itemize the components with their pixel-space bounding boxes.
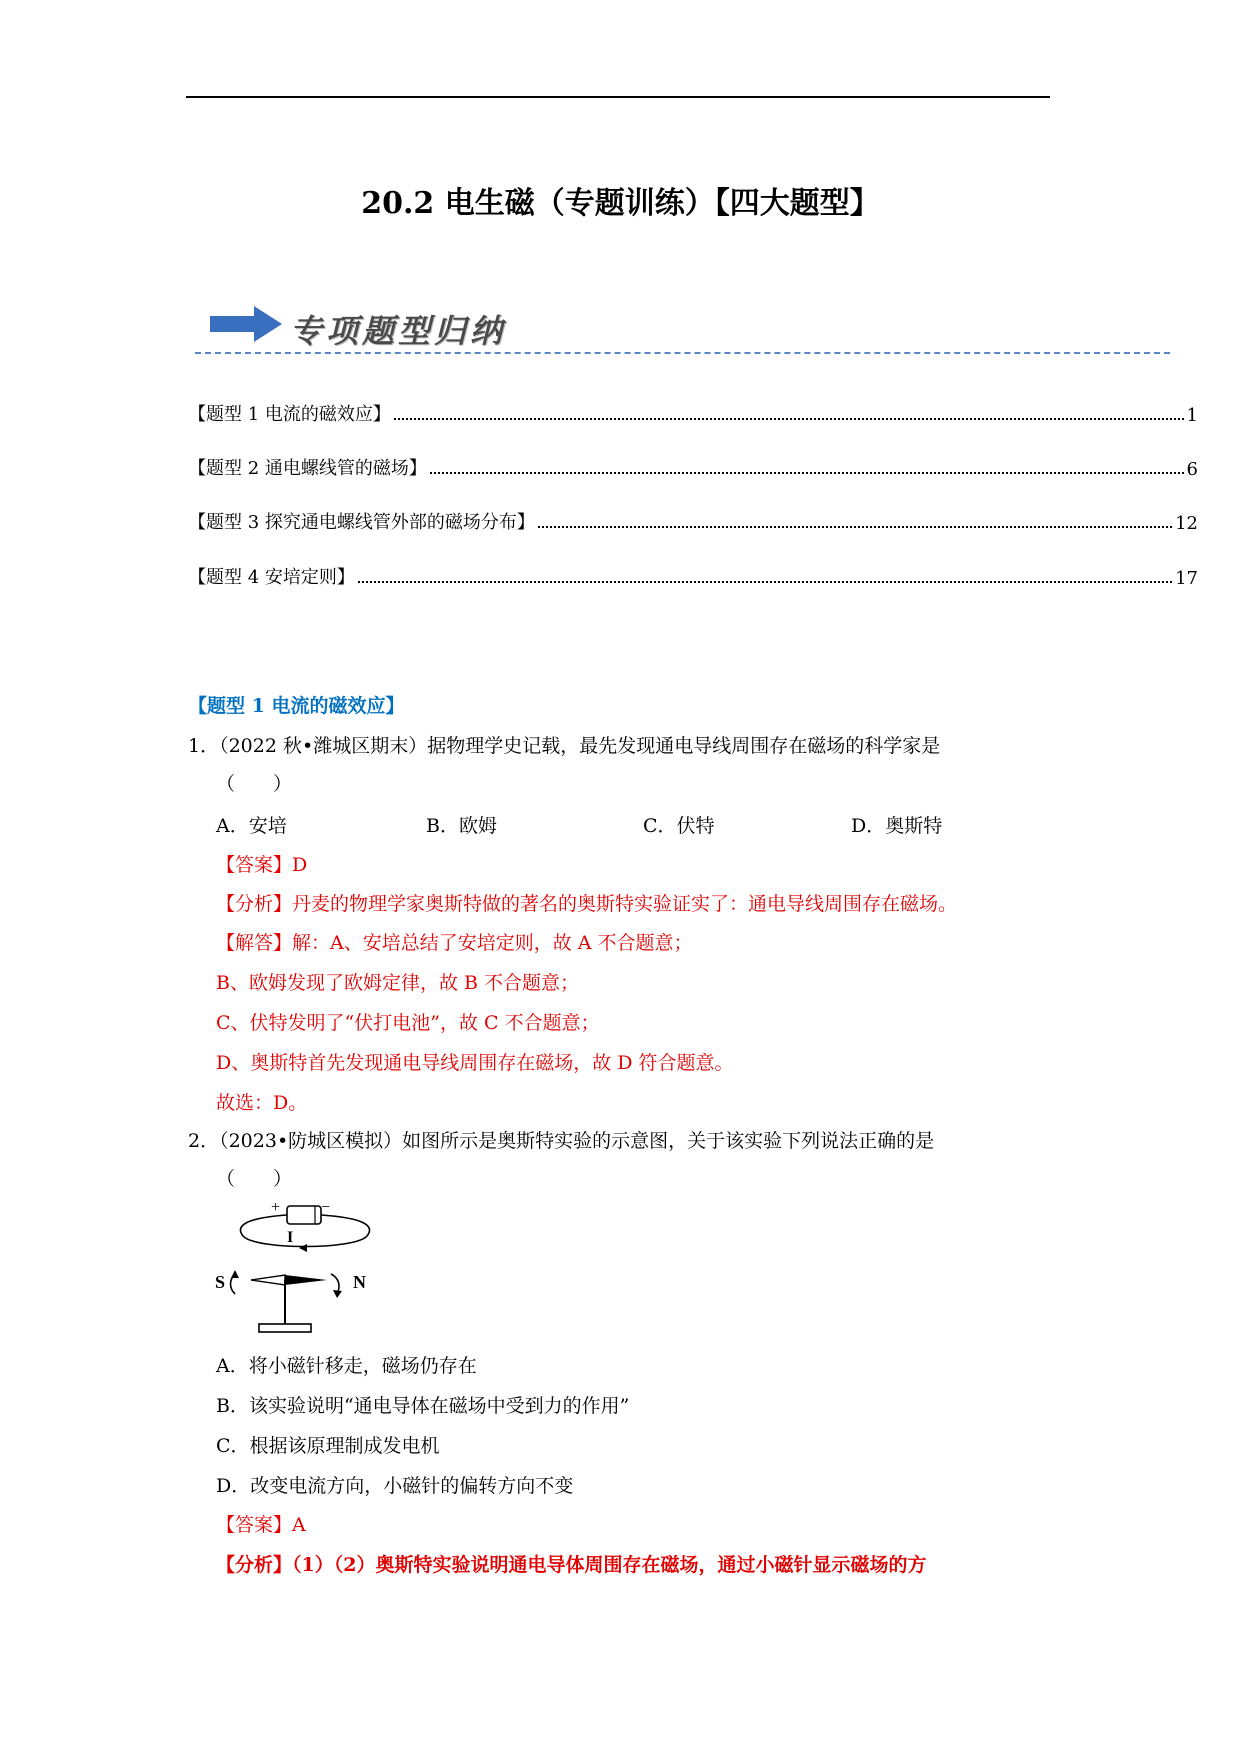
option-b: B．该实验说明“通电导体在磁场中受到力的作用”: [216, 1395, 630, 1417]
answer-value: A: [292, 1514, 306, 1536]
toc-leader: [430, 472, 1184, 474]
banner-title: 专项题型归纳: [290, 312, 507, 350]
toc-item-label: 【题型 4 安培定则】: [188, 567, 355, 588]
toc-item[interactable]: [188, 398, 1198, 426]
stand-base: [259, 1324, 311, 1332]
toc-item-page: 6: [1186, 459, 1198, 480]
toc-item-label: 【题型 3 探究通电螺线管外部的磁场分布】: [188, 512, 535, 533]
option-c: C．伏特: [643, 815, 715, 837]
toc-item-label: 【题型 2 通电螺线管的磁场】: [188, 458, 427, 479]
question-stem: 1．（2022 秋•潍城区期末）据物理学史记载，最先发现通电导线周围存在磁场的科学家是: [188, 735, 941, 757]
analysis-tag: 【分析】: [216, 1554, 293, 1576]
analysis-line: [216, 1550, 926, 1577]
solution-text: 解：A、安培总结了安培定则，故 A 不合题意；: [292, 932, 693, 954]
answer-tag: 【答案】: [216, 854, 293, 876]
current-label: I: [287, 1229, 294, 1246]
solution-line: [216, 928, 693, 955]
option-c: C．根据该原理制成发电机: [216, 1435, 440, 1457]
page-title: 20.2 电生磁（专题训练）【四大题型】: [361, 186, 880, 221]
solution-tag: 【解答】: [216, 932, 293, 954]
solution-line: 故选：D。: [216, 1092, 308, 1114]
option-b: B．欧姆: [426, 815, 497, 837]
answer-tag: 【答案】: [216, 1514, 293, 1536]
toc-item[interactable]: [188, 506, 1198, 534]
oersted-experiment-figure: [215, 1192, 395, 1342]
toc-item-page: 17: [1175, 568, 1198, 589]
solution-line: B、欧姆发现了欧姆定律，故 B 不合题意；: [216, 972, 580, 994]
current-direction-arrow: [299, 1244, 307, 1252]
option-a: A．安培: [216, 815, 287, 837]
south-label: S: [215, 1272, 226, 1292]
needle-south-half: [251, 1275, 285, 1285]
question-stem: 2．（2023•防城区模拟）如图所示是奥斯特实验的示意图，关于该实验下列说法正确的是: [188, 1130, 935, 1152]
north-label: N: [353, 1272, 366, 1292]
banner-divider: [195, 352, 1170, 354]
toc-item-label: 【题型 1 电流的磁效应】: [188, 404, 391, 425]
analysis-tag: 【分析】: [216, 893, 293, 915]
solution-line: C、伏特发明了“伏打电池”，故 C 不合题意；: [216, 1012, 600, 1034]
answer-value: D: [292, 854, 308, 876]
answer-line: [216, 850, 307, 877]
solution-line: D、奥斯特首先发现通电导线周围存在磁场，故 D 符合题意。: [216, 1052, 734, 1074]
toc-leader: [394, 418, 1184, 420]
arrow-right-icon: [210, 306, 282, 342]
toc-leader: [358, 581, 1172, 583]
toc-item-page: 12: [1175, 513, 1198, 534]
toc-item[interactable]: [188, 561, 1198, 589]
battery-icon: [287, 1206, 321, 1224]
toc-item[interactable]: [188, 452, 1198, 480]
toc-item-page: 1: [1186, 405, 1198, 426]
battery-minus-label: −: [321, 1199, 331, 1216]
section-heading: 【题型 1 电流的磁效应】: [188, 695, 405, 717]
question-paren: （ ）: [216, 1168, 293, 1190]
option-d: D．改变电流方向，小磁针的偏转方向不变: [216, 1475, 574, 1497]
toc-leader: [538, 526, 1172, 528]
option-a: A．将小磁针移走，磁场仍存在: [216, 1355, 477, 1377]
analysis-text: 丹麦的物理学家奥斯特做的著名的奥斯特实验证实了：通电导线周围存在磁场。: [292, 893, 958, 915]
battery-plus-label: +: [271, 1199, 281, 1216]
answer-line: [216, 1510, 306, 1537]
header-rule: [186, 96, 1050, 98]
analysis-line: [216, 889, 957, 916]
question-paren: （ ）: [216, 773, 293, 795]
analysis-text: （1）（2）奥斯特实验说明通电导体周围存在磁场，通过小磁针显示磁场的方: [292, 1554, 927, 1576]
option-d: D．奥斯特: [851, 815, 943, 837]
needle-north-half: [285, 1275, 327, 1285]
